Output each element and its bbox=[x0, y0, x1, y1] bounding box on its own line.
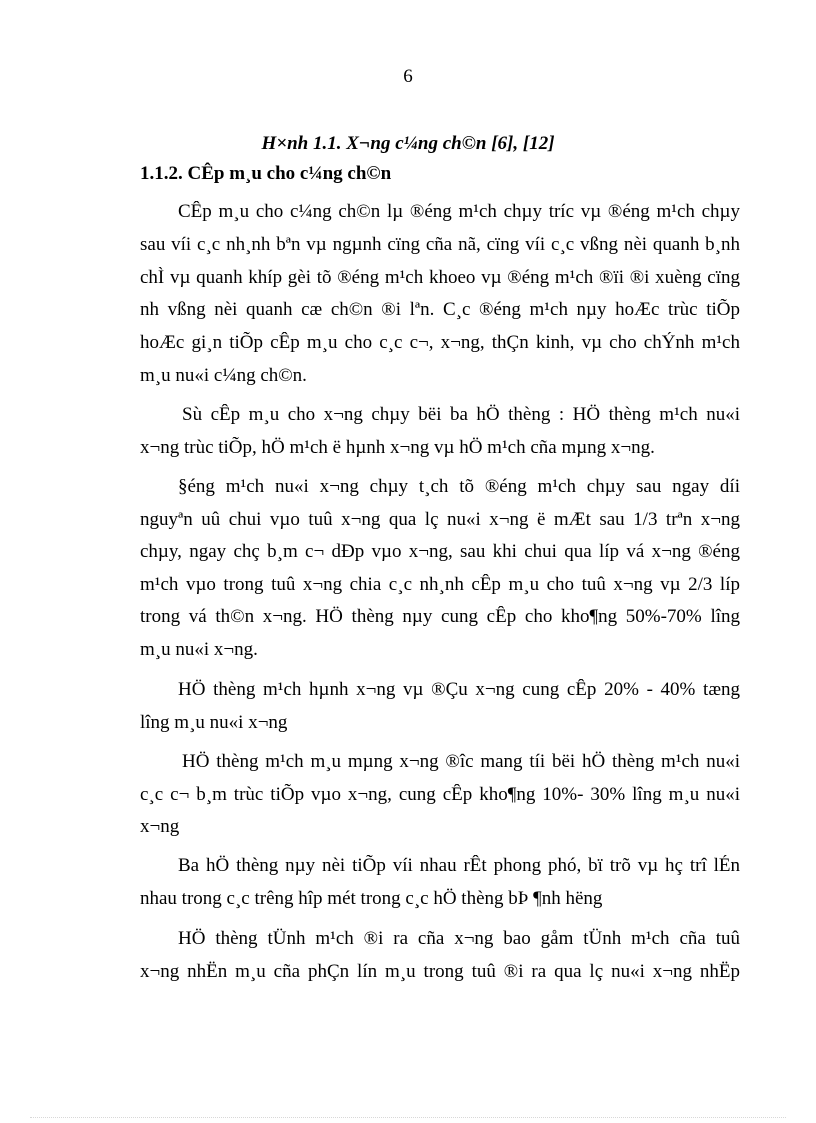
paragraph-line: chÌ vµ quanh khíp gèi tõ ®éng m¹ch khoeo vµ ®éng m¹ch ®ïi ®i xuèng cïng bbox=[140, 267, 740, 288]
paragraph-line: x¬ng nhËn m¸u cña phÇn lín m¸u trong tuû ®i ra qua lç nu«i x¬ng nhËp bbox=[140, 961, 740, 982]
paragraph-line: nhau trong c¸c trêng hîp mét trong c¸c hÖ thèng bÞ ¶nh hëng bbox=[140, 888, 603, 909]
paragraph-line: HÖ thèng tÜnh m¹ch ®i ra cña x¬ng bao gåm tÜnh m¹ch cña tuû bbox=[178, 928, 740, 949]
paragraph-line: c¸c c¬ b¸m trùc tiÕp vµo x¬ng, cung cÊp kho¶ng 10%- 30% lîng m¸u nu«i bbox=[140, 784, 740, 805]
paragraph-line: HÖ thèng m¹ch m¸u mµng x¬ng ®îc mang tíi bëi hÖ thèng m¹ch nu«i bbox=[182, 751, 740, 772]
paragraph-line: m¸u nu«i c¼ng ch©n. bbox=[140, 365, 307, 386]
paragraph-line: hoÆc gi¸n tiÕp cÊp m¸u cho c¸c c¬, x¬ng, thÇn kinh, vµ cho chÝnh m¹ch bbox=[140, 332, 740, 353]
paragraph-line: sau víi c¸c nh¸nh bªn vµ ngµnh cïng cña nã, cïng víi c¸c vßng nèi quanh b¸nh bbox=[140, 234, 740, 255]
paragraph-line: chµy, ngay chç b¸m c¬ dÐp vµo x¬ng, sau khi chui qua líp vá x¬ng ®éng bbox=[140, 541, 740, 562]
paragraph-line: m¹ch vµo trong tuû x¬ng chia c¸c nh¸nh cÊp m¸u cho tuû x¬ng vµ 2/3 líp bbox=[140, 574, 740, 595]
paragraph-line: nh vßng nèi quanh cæ ch©n ®i lªn. C¸c ®éng m¹ch nµy hoÆc trùc tiÕp bbox=[140, 299, 740, 320]
figure-caption: H×nh 1.1. X¬ng c¼ng ch©n [6], [12] bbox=[261, 133, 555, 154]
page-number: 6 bbox=[403, 66, 413, 87]
paragraph-line: x¬ng bbox=[140, 816, 180, 837]
paragraph-line: Ba hÖ thèng nµy nèi tiÕp víi nhau rÊt phong phó, bï trõ vµ hç trî lÉn bbox=[178, 855, 740, 876]
paragraph-line: x¬ng trùc tiÕp, hÖ m¹ch ë hµnh x¬ng vµ hÖ m¹ch cña mµng x¬ng. bbox=[140, 437, 655, 458]
paragraph-line: m¸u nu«i x¬ng. bbox=[140, 639, 258, 660]
section-heading: 1.1.2. CÊp m¸u cho c¼ng ch©n bbox=[140, 163, 392, 184]
paragraph-line: CÊp m¸u cho c¼ng ch©n lµ ®éng m¹ch chµy tríc vµ ®éng m¹ch chµy bbox=[178, 201, 740, 222]
paragraph-line: trong vá th©n x¬ng. HÖ thèng nµy cung cÊp cho kho¶ng 50%-70% lîng bbox=[140, 606, 740, 627]
paragraph-line: Sù cÊp m¸u cho x¬ng chµy bëi ba hÖ thèng : HÖ thèng m¹ch nu«i bbox=[182, 404, 740, 425]
paragraph-line: HÖ thèng m¹ch hµnh x¬ng vµ ®Çu x¬ng cung cÊp 20% - 40% tæng bbox=[178, 679, 740, 700]
paragraph-line: §éng m¹ch nu«i x¬ng chµy t¸ch tõ ®éng m¹ch chµy sau ngay díi bbox=[178, 476, 740, 497]
paragraph-line: lîng m¸u nu«i x¬ng bbox=[140, 712, 288, 733]
paragraph-line: nguyªn uû chui vµo tuû x¬ng qua lç nu«i x¬ng ë mÆt sau 1/3 trªn x¬ng bbox=[140, 509, 740, 530]
page-bottom-divider bbox=[30, 1117, 786, 1118]
